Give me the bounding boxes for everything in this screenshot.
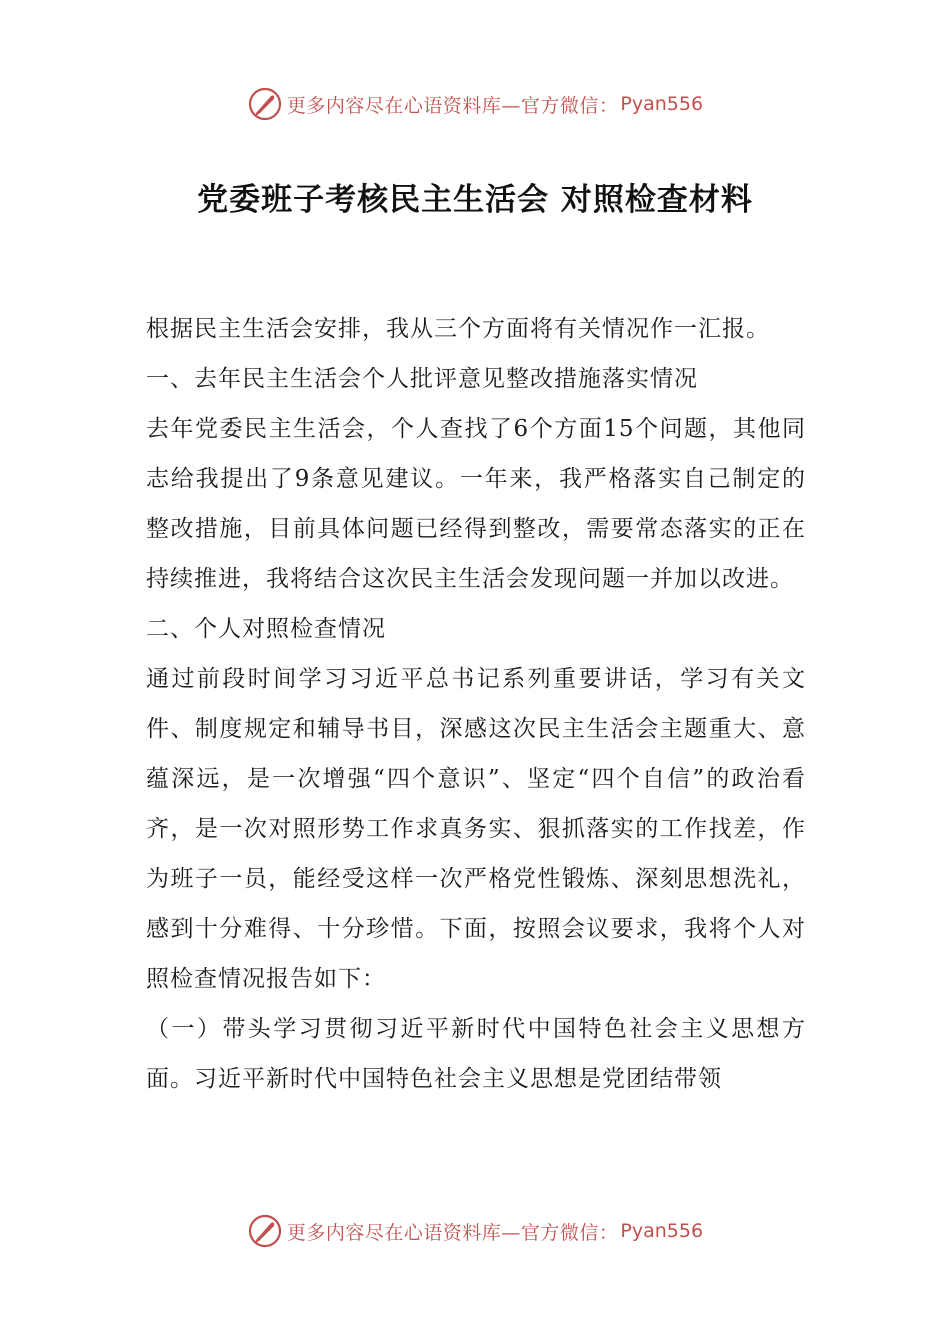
banner-text: 更多内容尽在心语资料库—官方微信：: [286, 94, 619, 117]
banner-wechat-id: Pyan556: [620, 1220, 704, 1242]
quill-pen-logo-icon: [247, 1213, 283, 1249]
header-banner: [0, 84, 950, 124]
document-title: 党委班子考核民主生活会 对照检查材料: [197, 182, 753, 218]
paragraph: 去年党委民主生活会，个人查找了6个方面15个问题，其他同志给我提出了9条意见建议。一年来，我严格落实自己制定的整改措施，目前具体问题已经得到整改，需要常态落实的正在持续推进，我将结合这次民主生活会发现问题一并加以改进。: [146, 416, 806, 592]
banner-text: 更多内容尽在心语资料库—官方微信：: [286, 1221, 619, 1244]
banner-wechat-id: Pyan556: [620, 93, 704, 115]
paragraph: 通过前段时间学习习近平总书记系列重要讲话，学习有关文件、制度规定和辅导书目，深感这次民主生活会主题重大、意蕴深远，是一次增强“四个意识”、坚定“四个自信”的政治看齐，是一次对照形势工作求真务实、狠抓落实的工作找差，作为班子一员，能经受这样一次严格党性锻炼、深刻思想洗礼，感到十分难得、十分珍惜。下面，按照会议要求，我将个人对照检查情况报告如下：: [146, 666, 806, 992]
quill-pen-logo-icon: [247, 86, 283, 122]
paragraph: （一）带头学习贯彻习近平新时代中国特色社会主义思想方面。习近平新时代中国特色社会主义思想是党团结带领: [146, 1016, 806, 1092]
paragraph: 根据民主生活会安排，我从三个方面将有关情况作一汇报。: [146, 316, 770, 342]
section-heading: 二、个人对照检查情况: [146, 616, 386, 642]
section-heading: 一、去年民主生活会个人批评意见整改措施落实情况: [146, 366, 698, 392]
document-body: [146, 304, 806, 1104]
footer-banner: [0, 1211, 950, 1251]
